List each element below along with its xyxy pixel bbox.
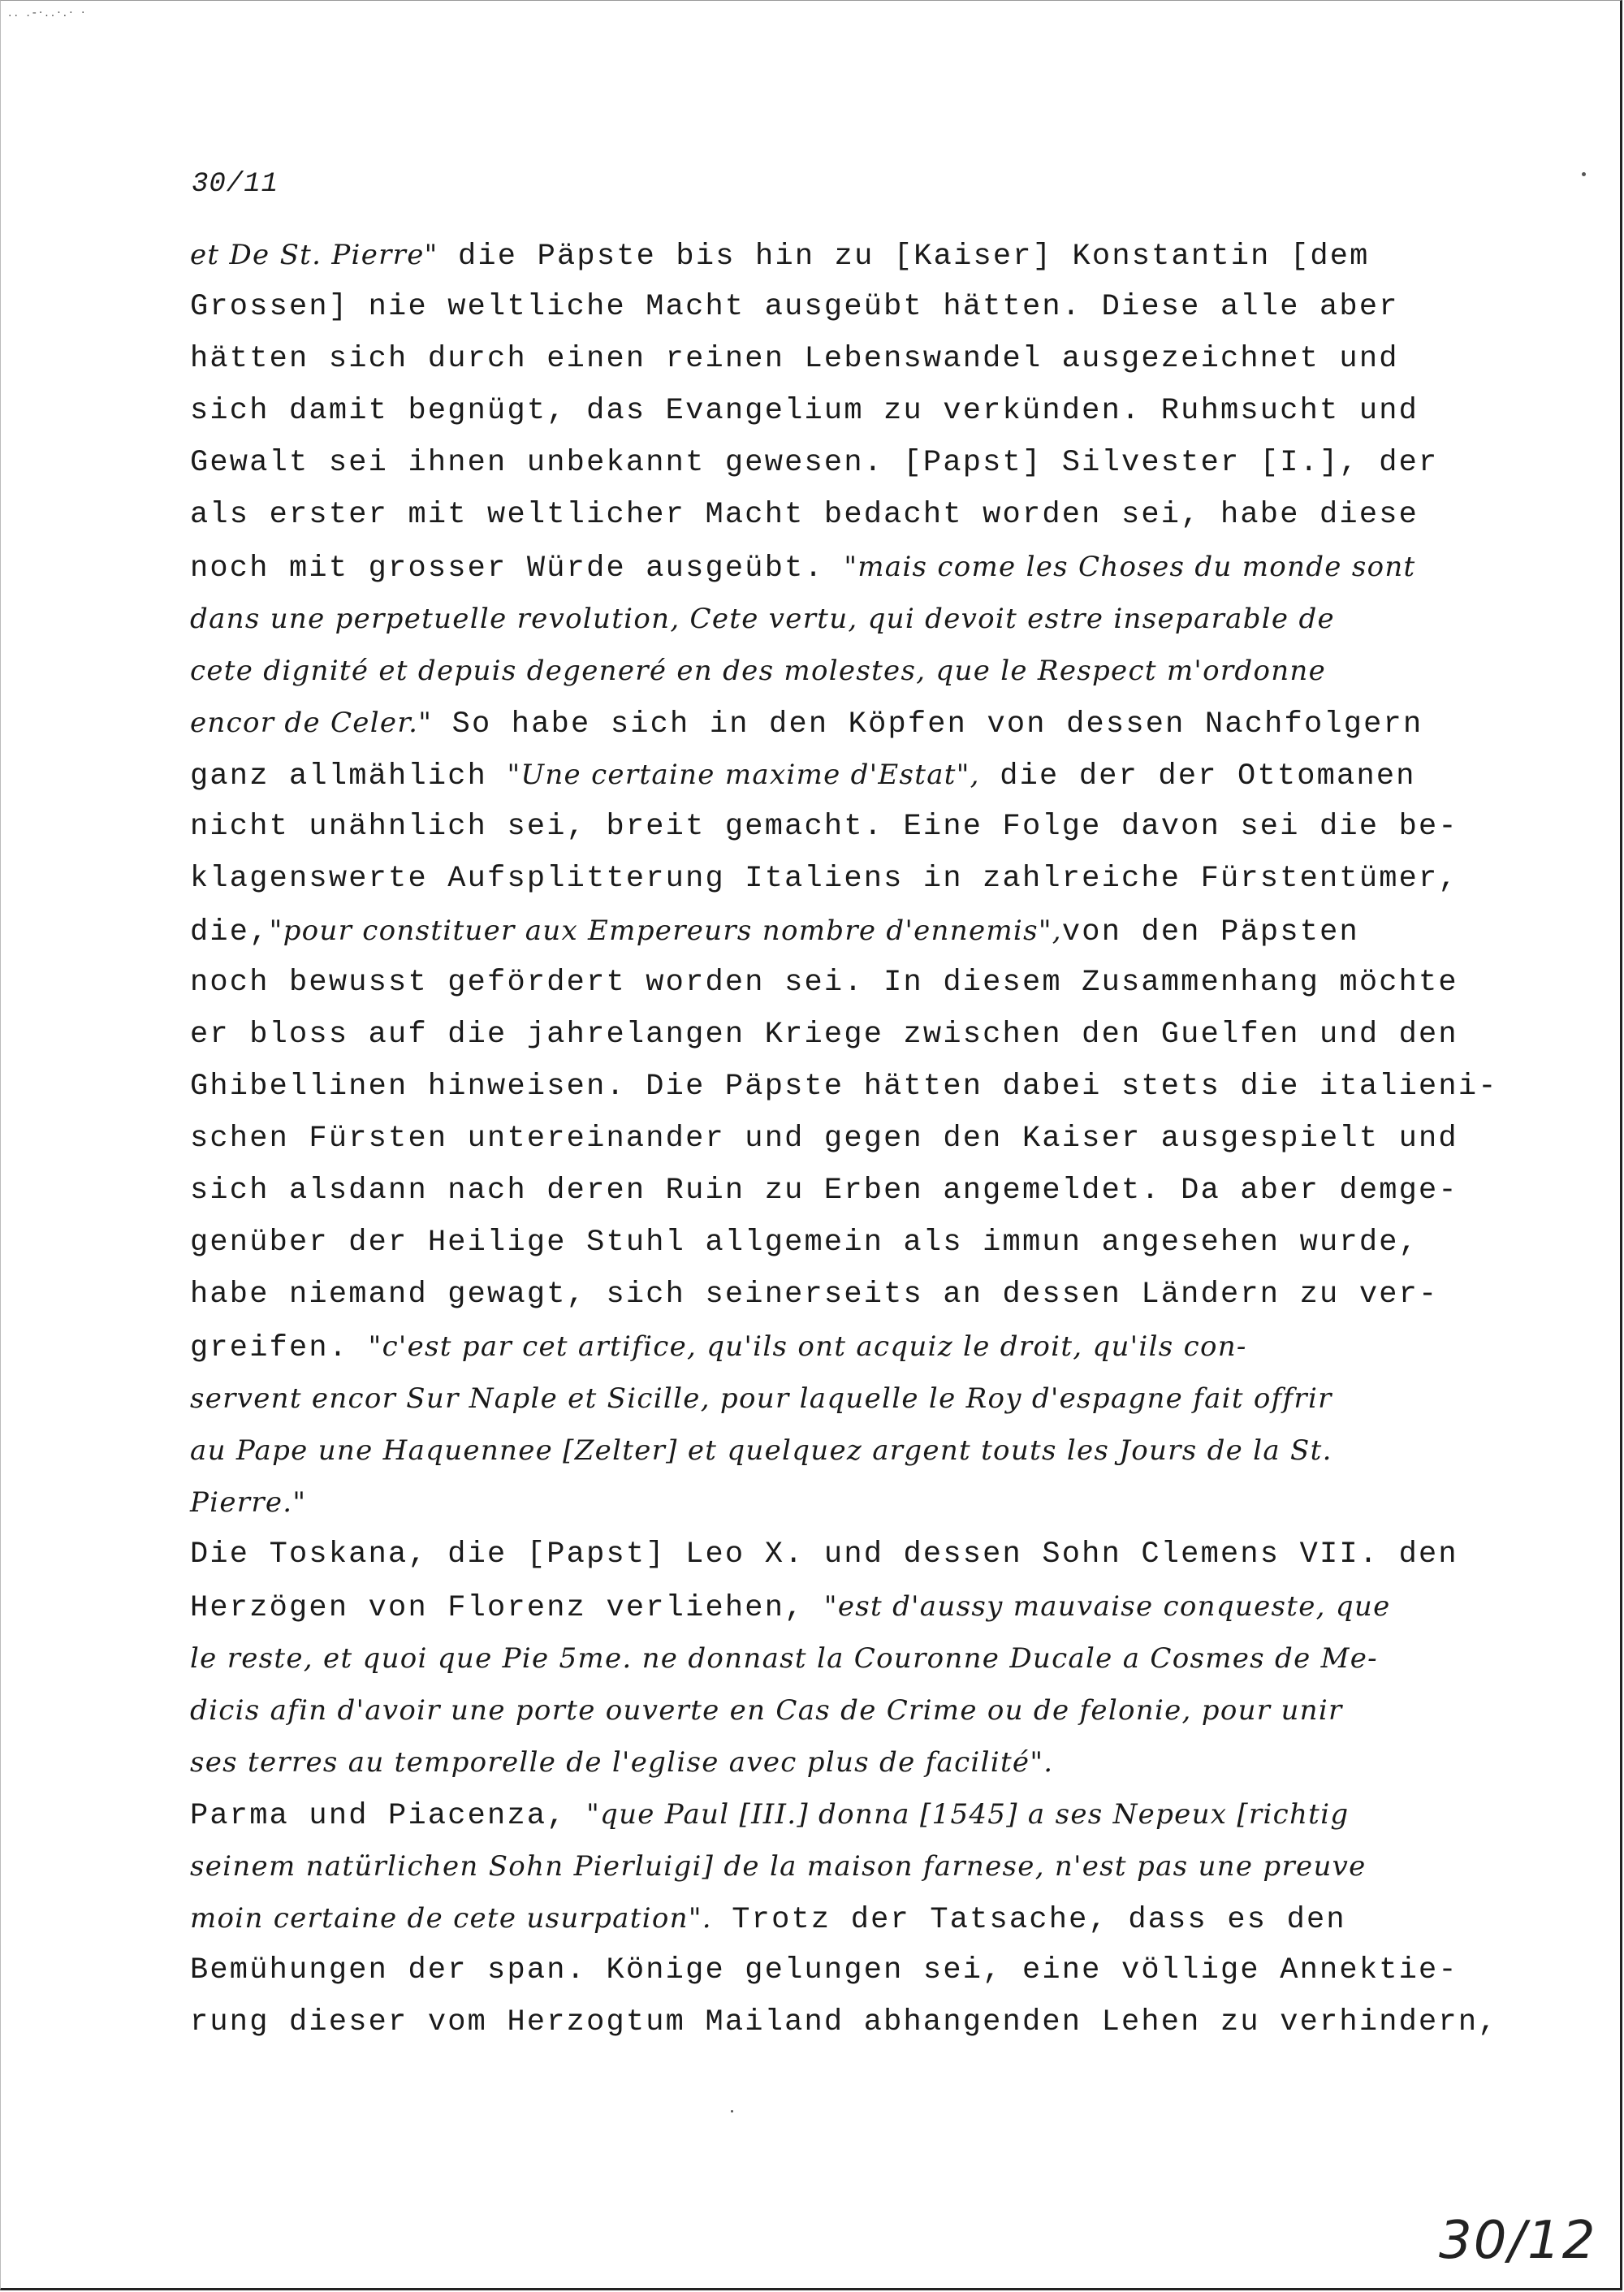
french-quote-segment: ses terres au temporelle de l'eglise avec plus de facilité".	[190, 1746, 1054, 1779]
text-segment: Herzögen von Florenz verliehen,	[190, 1591, 824, 1625]
text-line	[190, 541, 1489, 593]
text-line	[190, 333, 1489, 385]
text-segment: Trotz der Tatsache, dass es den	[711, 1903, 1346, 1937]
text-segment: Die Toskana, die [Papst] Leo X. und dessen Sohn Clemens VII. den	[190, 1537, 1458, 1572]
text-line	[190, 1996, 1498, 2048]
text-segment: noch mit grosser Würde ausgeübt.	[190, 551, 844, 586]
speck-mark	[1582, 172, 1586, 176]
text-line	[190, 853, 1489, 905]
text-line	[190, 905, 1489, 957]
handwritten-folio: 30/12	[1439, 2211, 1597, 2271]
french-quote-segment: Pierre."	[190, 1486, 307, 1519]
text-segment: die,	[190, 915, 270, 949]
text-segment: Grossen] nie weltliche Macht ausgeübt hätten. Diese alle aber	[190, 290, 1399, 324]
french-quote-segment: "est d'aussy mauvaise conqueste, que	[823, 1590, 1391, 1623]
french-quote-segment: "pour constituer aux Empereurs nombre d'ennemis",	[269, 915, 1062, 947]
text-segment: ganz allmählich	[190, 759, 508, 794]
french-quote-segment: le reste, et quoi que Pie 5me. ne donnast la Couronne Ducale a Cosmes de Me-	[190, 1642, 1378, 1675]
text-line	[190, 437, 1489, 489]
text-line	[190, 1788, 1489, 1840]
text-line	[190, 1269, 1489, 1321]
text-segment: die Päpste bis hin zu [Kaiser] Konstantin [dem	[438, 240, 1370, 274]
text-segment: habe niemand gewagt, sich seinerseits an dessen Ländern zu ver-	[190, 1278, 1439, 1312]
text-segment: nicht unähnlich sei, breit gemacht. Eine Folge davon sei die be-	[190, 810, 1458, 844]
text-segment: Bemühungen der span. Könige gelungen sei, eine völlige Annektie-	[190, 1953, 1458, 1987]
body-text	[190, 229, 1498, 2048]
french-quote-segment: servent encor Sur Naple et Sicille, pour laquelle le Roy d'espagne fait offrir	[190, 1382, 1332, 1415]
french-quote-segment: au Pape une Haquennee [Zelter] et quelquez argent touts les Jours de la St.	[190, 1434, 1332, 1467]
text-line	[190, 1165, 1489, 1217]
text-line	[190, 801, 1489, 853]
text-segment: die der der Ottomanen	[979, 759, 1416, 794]
text-segment: klagenswerte Aufsplitterung Italiens in zahlreiche Fürstentümer,	[190, 862, 1458, 896]
text-line	[190, 1061, 1498, 1113]
text-line	[190, 645, 1489, 697]
text-line	[190, 1581, 1489, 1633]
text-line	[190, 229, 1489, 281]
text-line	[190, 1425, 1489, 1477]
french-quote-segment: "c'est par cet artifice, qu'ils ont acquiz le droit, qu'ils con-	[368, 1330, 1247, 1363]
text-segment: schen Fürsten untereinander und gegen den Kaiser ausgespielt und	[190, 1122, 1458, 1156]
text-line	[190, 1217, 1489, 1269]
french-quote-segment: et De St. Pierre"	[190, 239, 438, 271]
scan-mark: .. .-·..·.· ·	[8, 6, 88, 19]
text-segment: sich damit begnügt, das Evangelium zu verkünden. Ruhmsucht und	[190, 394, 1419, 428]
french-quote-segment: cete dignité et depuis degeneré en des molestes, que le Respect m'ordonne	[190, 655, 1327, 687]
french-quote-segment: seinem natürlichen Sohn Pierluigi] de la maison farnese, n'est pas une preuve	[190, 1850, 1367, 1883]
text-segment: als erster mit weltlicher Macht bedacht worden sei, habe diese	[190, 498, 1419, 532]
french-quote-segment: "Une certaine maxime d'Estat",	[507, 759, 980, 791]
speck-mark	[731, 2110, 733, 2113]
text-segment: er bloss auf die jahrelangen Kriege zwischen den Guelfen und den	[190, 1018, 1458, 1052]
text-line	[190, 1321, 1489, 1373]
text-line	[190, 1736, 1489, 1788]
text-line	[190, 489, 1489, 541]
text-line	[190, 385, 1489, 437]
page-number: 30/11	[192, 169, 279, 200]
text-line	[190, 1633, 1489, 1684]
text-line	[190, 1477, 1489, 1529]
text-segment: So habe sich in den Köpfen von dessen Nachfolgern	[432, 707, 1423, 742]
text-segment: Ghibellinen hinweisen. Die Päpste hätten dabei stets die italieni-	[190, 1070, 1498, 1104]
text-segment: rung dieser vom Herzogtum Mailand abhangenden Lehen zu verhindern,	[190, 2005, 1498, 2039]
text-line	[190, 593, 1489, 645]
french-quote-segment: encor de Celer."	[190, 707, 433, 739]
french-quote-segment: moin certaine de cete usurpation".	[190, 1902, 712, 1935]
text-segment: genüber der Heilige Stuhl allgemein als immun angesehen wurde,	[190, 1226, 1419, 1260]
text-line	[190, 1684, 1489, 1736]
text-segment: hätten sich durch einen reinen Lebenswandel ausgezeichnet und	[190, 342, 1399, 376]
french-quote-segment: "que Paul [III.] donna [1545] a ses Nepeux [richtig	[586, 1798, 1350, 1831]
text-segment: Parma und Piacenza,	[190, 1799, 587, 1833]
text-line	[190, 957, 1489, 1009]
text-segment: von den Päpsten	[1061, 915, 1359, 949]
text-segment: Gewalt sei ihnen unbekannt gewesen. [Papst] Silvester [I.], der	[190, 446, 1439, 480]
text-line	[190, 1009, 1489, 1061]
text-line	[190, 1944, 1489, 1996]
text-segment: noch bewusst gefördert worden sei. In diesem Zusammenhang möchte	[190, 966, 1458, 1000]
text-line	[190, 1373, 1489, 1425]
french-quote-segment: dans une perpetuelle revolution, Cete vertu, qui devoit estre inseparable de	[190, 603, 1335, 635]
text-line	[190, 1113, 1489, 1165]
text-line	[190, 749, 1489, 801]
text-line	[190, 1840, 1489, 1892]
text-segment: sich alsdann nach deren Ruin zu Erben angemeldet. Da aber demge-	[190, 1174, 1458, 1208]
text-line	[190, 697, 1489, 749]
text-line	[190, 1529, 1489, 1581]
text-segment: greifen.	[190, 1331, 369, 1365]
french-quote-segment: dicis afin d'avoir une porte ouverte en Cas de Crime ou de felonie, pour unir	[190, 1694, 1343, 1727]
text-line	[190, 281, 1489, 333]
french-quote-segment: "mais come les Choses du monde sont	[844, 551, 1416, 583]
text-line	[190, 1892, 1489, 1944]
